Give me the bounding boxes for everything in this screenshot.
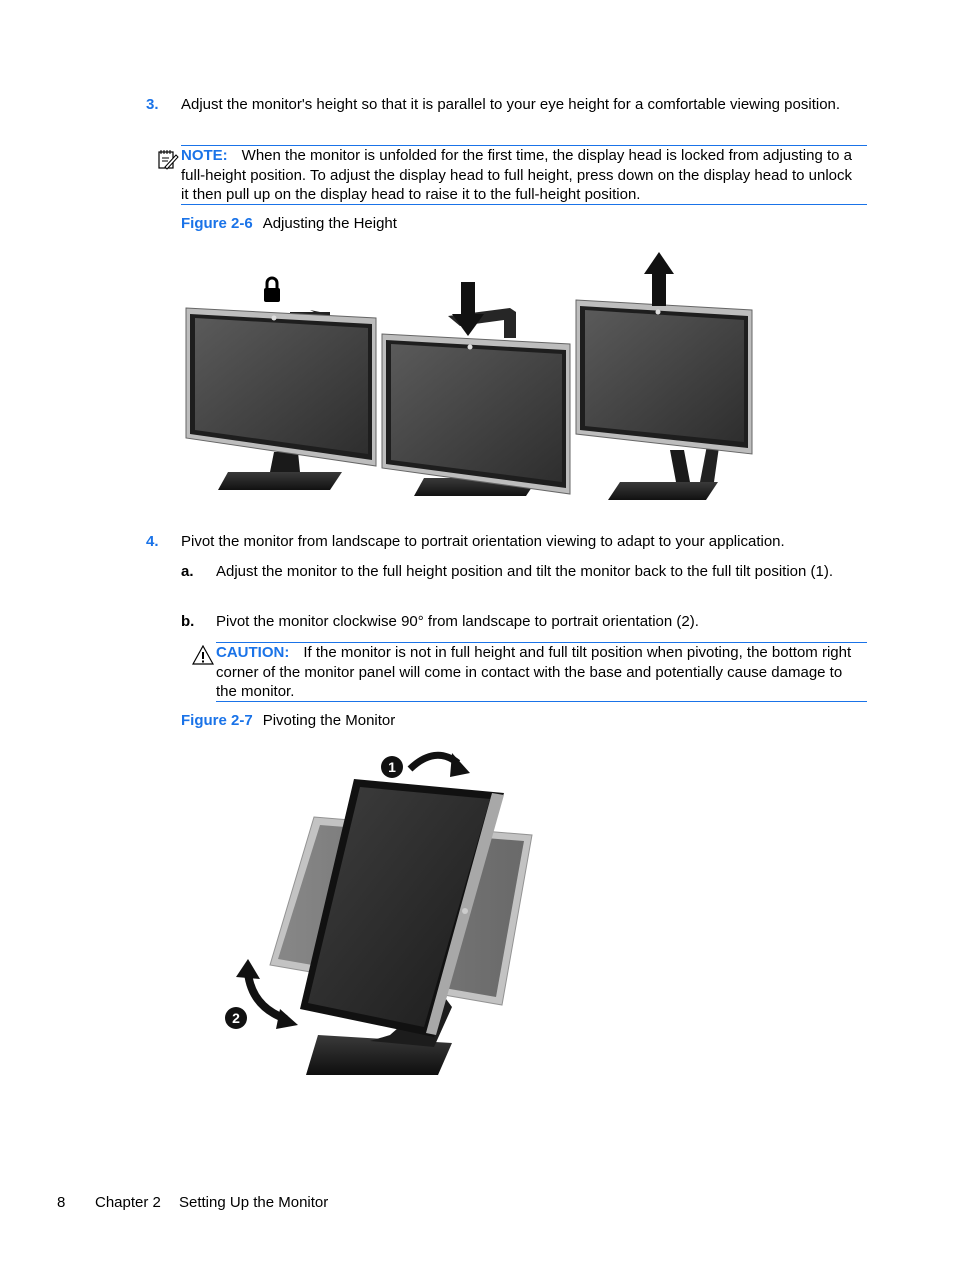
caution-text <box>216 643 864 702</box>
caution-body: If the monitor is not in full height and full tilt position when pivoting, the bottom right corner of the monitor panel will come in contact with the base and potentially cause damage to the monitor. <box>216 644 852 700</box>
note-pencil-icon <box>157 148 179 170</box>
step-3-text: Adjust the monitor's height so that it is parallel to your eye height for a comfortable viewing position. <box>181 96 841 113</box>
monitor-press-down <box>382 282 570 496</box>
note-label: NOTE: <box>181 147 228 164</box>
substep-b-text: Pivot the monitor clockwise 90° from landscape to portrait orientation (2). <box>216 613 699 630</box>
caution-bottom-rule <box>216 701 867 702</box>
substep-a-text: Adjust the monitor to the full height position and tilt the monitor back to the full tilt position (1). <box>216 563 833 580</box>
figure-2-6-caption <box>181 215 397 232</box>
note-body: When the monitor is unfolded for the first time, the display head is locked from adjusting to a full-height position. To adjust the display head to full height, press down on the display head to unlock it then pull up on the display head to raise it to the full-height position. <box>181 147 852 203</box>
up-arrow-icon <box>644 252 674 306</box>
figure-2-6-title: Adjusting the Height <box>262 215 397 232</box>
step-3-number: 3. <box>146 96 159 113</box>
note-text <box>181 146 853 205</box>
footer-chapter: Chapter 2 <box>95 1194 161 1211</box>
callout-1-label: 1 <box>388 759 396 775</box>
step-4-text: Pivot the monitor from landscape to portrait orientation viewing to adapt to your application. <box>181 533 785 550</box>
note-bottom-rule <box>181 204 867 205</box>
substep-b-letter: b. <box>181 613 195 630</box>
figure-2-6-label: Figure 2-6 <box>181 215 253 232</box>
caution-warning-icon <box>192 645 214 665</box>
tilt-arrow-icon <box>410 753 470 777</box>
lock-icon <box>264 278 280 302</box>
callout-2-label: 2 <box>232 1010 240 1026</box>
caution-label: CAUTION: <box>216 644 290 661</box>
step-4-number: 4. <box>146 533 159 550</box>
callout-2 <box>225 1007 247 1029</box>
figure-2-7-illustration <box>220 745 540 1095</box>
figure-2-6-illustration <box>180 250 760 510</box>
substep-a-letter: a. <box>181 563 194 580</box>
down-arrow-icon <box>452 282 484 336</box>
figure-2-7-label: Figure 2-7 <box>181 712 253 729</box>
footer-chapter-title: Setting Up the Monitor <box>179 1194 329 1211</box>
page-number: 8 <box>57 1194 66 1211</box>
figure-2-7-caption <box>181 712 395 729</box>
monitor-locked <box>186 278 376 490</box>
monitor-raised <box>576 252 752 500</box>
callout-1 <box>381 756 403 778</box>
figure-2-7-title: Pivoting the Monitor <box>262 712 396 729</box>
